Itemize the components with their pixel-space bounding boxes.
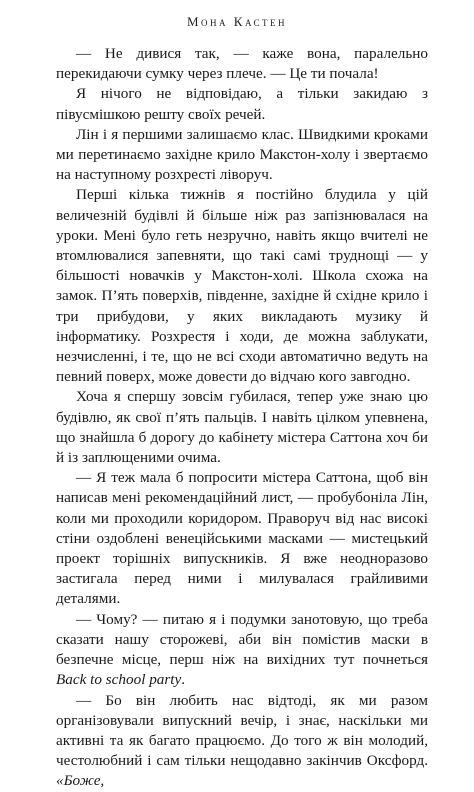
italic-phrase: «Боже, [56, 772, 105, 790]
paragraph [56, 125, 428, 186]
paragraph-text: Я нічого не відповідаю, а тільки закидаю з півусмішкою решту своїх речей. [56, 85, 428, 123]
paragraph [56, 185, 428, 387]
paragraph-text: — Бо він любить нас відтоді, як ми разом організовували випускний вечір, і знає, наскільки ми активні та як багато працюємо. До того ж він молодий, честолюбний і сам тільки нещодавно закінчив Оксфорд. [56, 691, 428, 770]
paragraph [56, 691, 428, 792]
paragraph-text: Перші кілька тижнів я постійно блудила у цій величезній будівлі й більше ніж раз запізнювалася на уроки. Мені було геть незручно, навіть якщо вчителі не втомлювалися запевняти, що такі самі труднощі — у більшості новачків у Макстон-холі. Школа схожа на замок. П’ять поверхів, південне, західне й східне крило і три прибудови, у яких викладають музику й інформатику. Розхрестя і ходи, де можна заблукати, незчисленні, і те, що не всі сходи автоматично ведуть на певний поверх, може довести до відчаю кого завгодно. [56, 186, 428, 386]
paragraph-text: Хоча я спершу зовсім губилася, тепер уже знаю цю будівлю, як свої п’ять пальців. І навіть цілком упевнена, що знайшла б дорогу до кабінету містера Саттона хоч би й із заплющеними очима. [56, 388, 428, 467]
paragraph-text: — Чому? — питаю я і подумки занотовую, що треба сказати нашу сторожеві, аби він помістив маски в безпечне місце, перш ніж на вихідних тут почнеться [56, 610, 428, 669]
paragraph-text: Лін і я першими залишаємо клас. Швидкими кроками ми перетинаємо західне крило Макстон-холу і звертаємо на наступному розхресті ліворуч. [56, 125, 428, 184]
italic-phrase: Back to school party [56, 671, 182, 689]
paragraph [56, 468, 428, 609]
paragraph [56, 44, 428, 84]
paragraph-tail: . [181, 671, 186, 689]
paragraph [56, 84, 428, 124]
running-header: Мона Кастен [186, 14, 288, 29]
paragraph [56, 387, 428, 468]
paragraph [56, 610, 428, 691]
paragraph-text: — Я теж мала б попросити містера Саттона, щоб він написав мені рекомендаційний лист, — пробубоніла Лін, коли ми проходили коридором. Праворуч від нас високі стіни оздоблені венеційськими масками — мистецький проект торішніх випускників. Я вже неодноразово застигала перед ними і милувалася грайливими деталями. [56, 469, 428, 608]
paragraph-text: — Не дивися так, — каже вона, паралельно перекидаючи сумку через плече. — Це ти почала! [56, 45, 428, 83]
body-text [56, 44, 428, 792]
